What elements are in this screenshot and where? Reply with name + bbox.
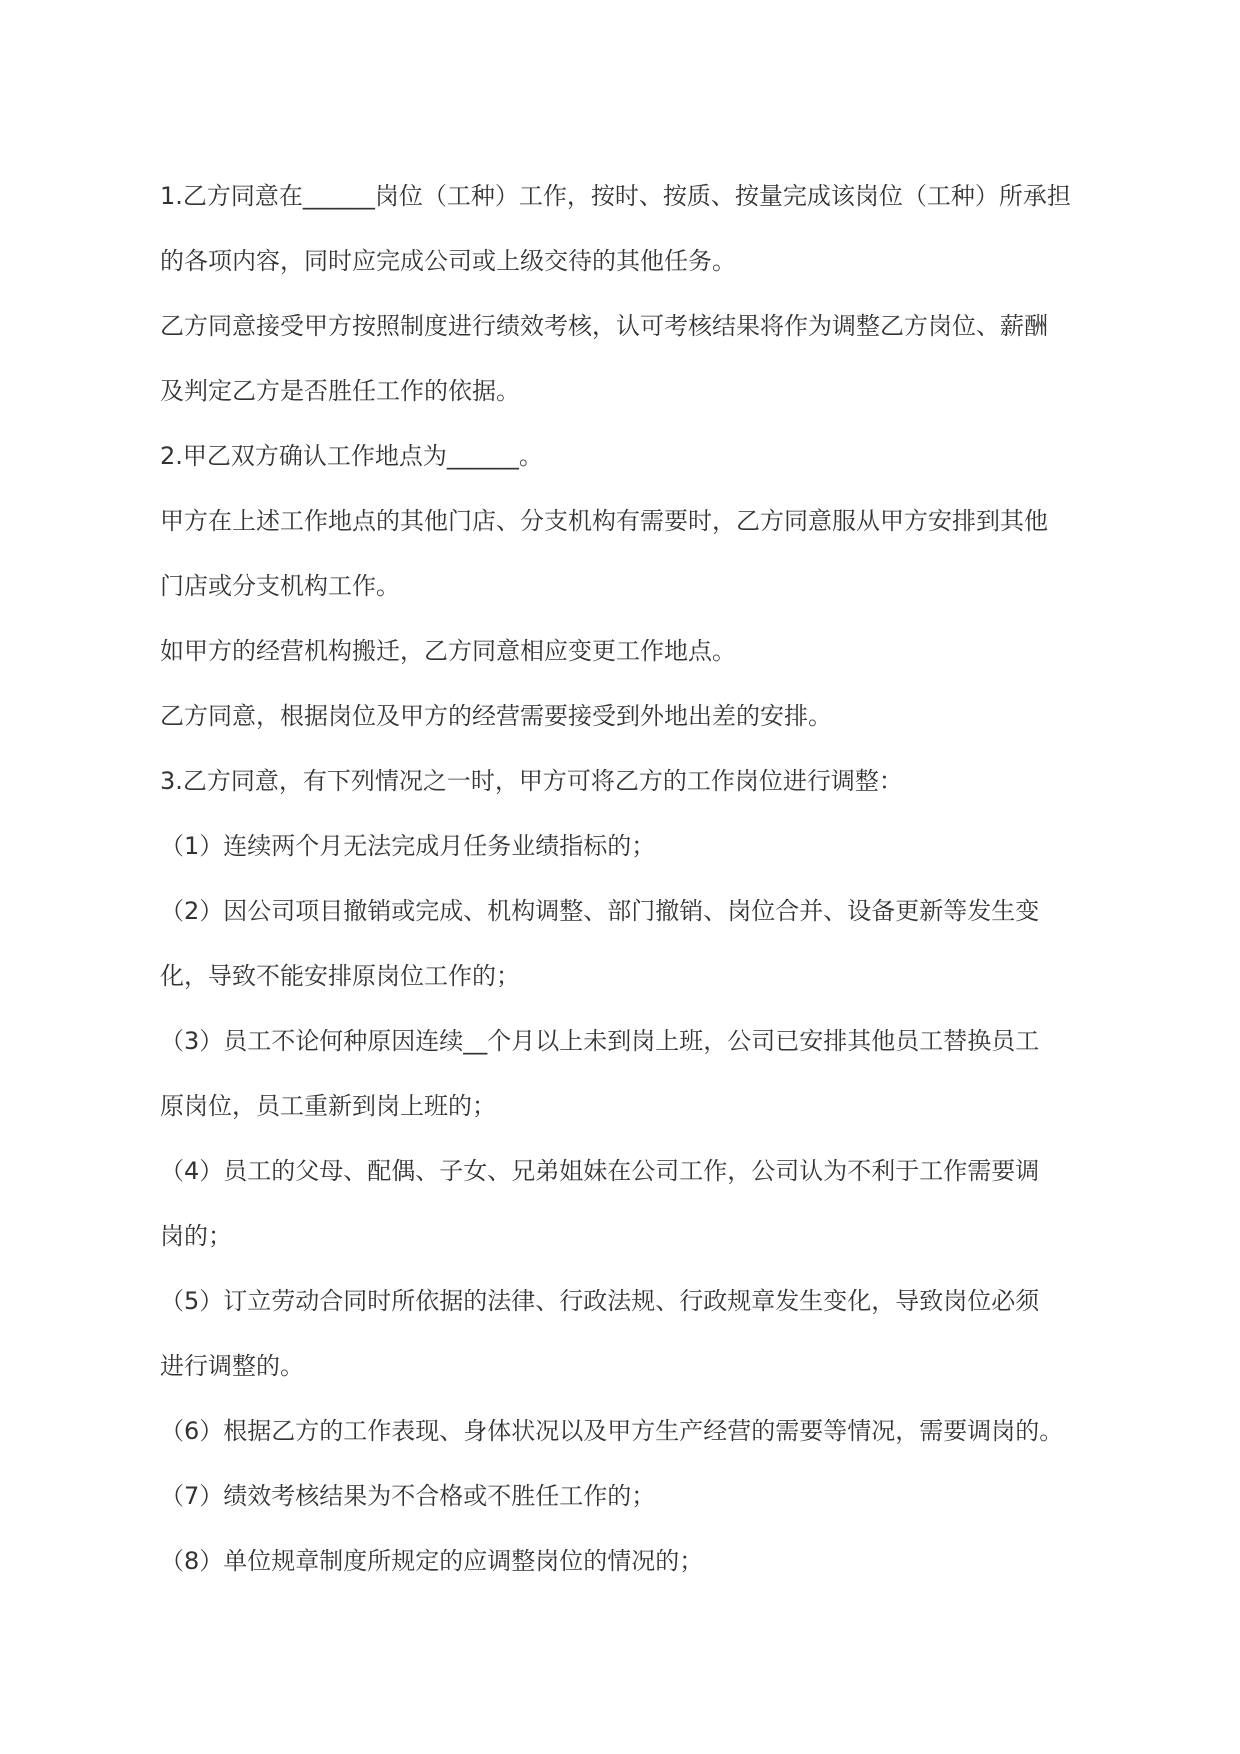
item-6: （6）根据乙方的工作表现、身体状况以及甲方生产经营的需要等情况，需要调岗的。 <box>160 1417 1064 1445</box>
clause-2-paragraph-3: 如甲方的经营机构搬迁，乙方同意相应变更工作地点。 <box>160 637 736 665</box>
item-1: （1）连续两个月无法完成月任务业绩指标的； <box>160 832 656 860</box>
clause-2-paragraph-2-line-2: 门店或分支机构工作。 <box>160 572 400 600</box>
clause-3-heading: 3.乙方同意，有下列情况之一时，甲方可将乙方的工作岗位进行调整： <box>160 767 903 795</box>
item-3-line-2: 原岗位，员工重新到岗上班的； <box>160 1092 496 1120</box>
item-7: （7）绩效考核结果为不合格或不胜任工作的； <box>160 1482 656 1510</box>
clause-1-line-1: 1.乙方同意在______岗位（工种）工作，按时、按质、按量完成该岗位（工种）所承担 <box>160 182 1071 210</box>
clause-2-paragraph-2-line-1: 甲方在上述工作地点的其他门店、分支机构有需要时，乙方同意服从甲方安排到其他 <box>160 507 1048 535</box>
item-2-line-2: 化，导致不能安排原岗位工作的； <box>160 962 520 990</box>
clause-2-paragraph-4: 乙方同意，根据岗位及甲方的经营需要接受到外地出差的安排。 <box>160 702 832 730</box>
item-2-line-1: （2）因公司项目撤销或完成、机构调整、部门撤销、岗位合并、设备更新等发生变 <box>160 897 1040 925</box>
item-3-line-1: （3）员工不论何种原因连续__个月以上未到岗上班，公司已安排其他员工替换员工 <box>160 1027 1040 1055</box>
clause-2-line-1: 2.甲乙双方确认工作地点为______。 <box>160 442 543 470</box>
item-5-line-2: 进行调整的。 <box>160 1352 304 1380</box>
clause-1-paragraph-2-line-2: 及判定乙方是否胜任工作的依据。 <box>160 377 520 405</box>
item-4-line-2: 岗的； <box>160 1222 232 1250</box>
clause-1-paragraph-2-line-1: 乙方同意接受甲方按照制度进行绩效考核，认可考核结果将作为调整乙方岗位、薪酬 <box>160 312 1048 340</box>
item-4-line-1: （4）员工的父母、配偶、子女、兄弟姐妹在公司工作，公司认为不利于工作需要调 <box>160 1157 1040 1185</box>
clause-1-line-2: 的各项内容，同时应完成公司或上级交待的其他任务。 <box>160 247 736 275</box>
item-8: （8）单位规章制度所规定的应调整岗位的情况的； <box>160 1547 704 1575</box>
item-5-line-1: （5）订立劳动合同时所依据的法律、行政法规、行政规章发生变化，导致岗位必须 <box>160 1287 1040 1315</box>
